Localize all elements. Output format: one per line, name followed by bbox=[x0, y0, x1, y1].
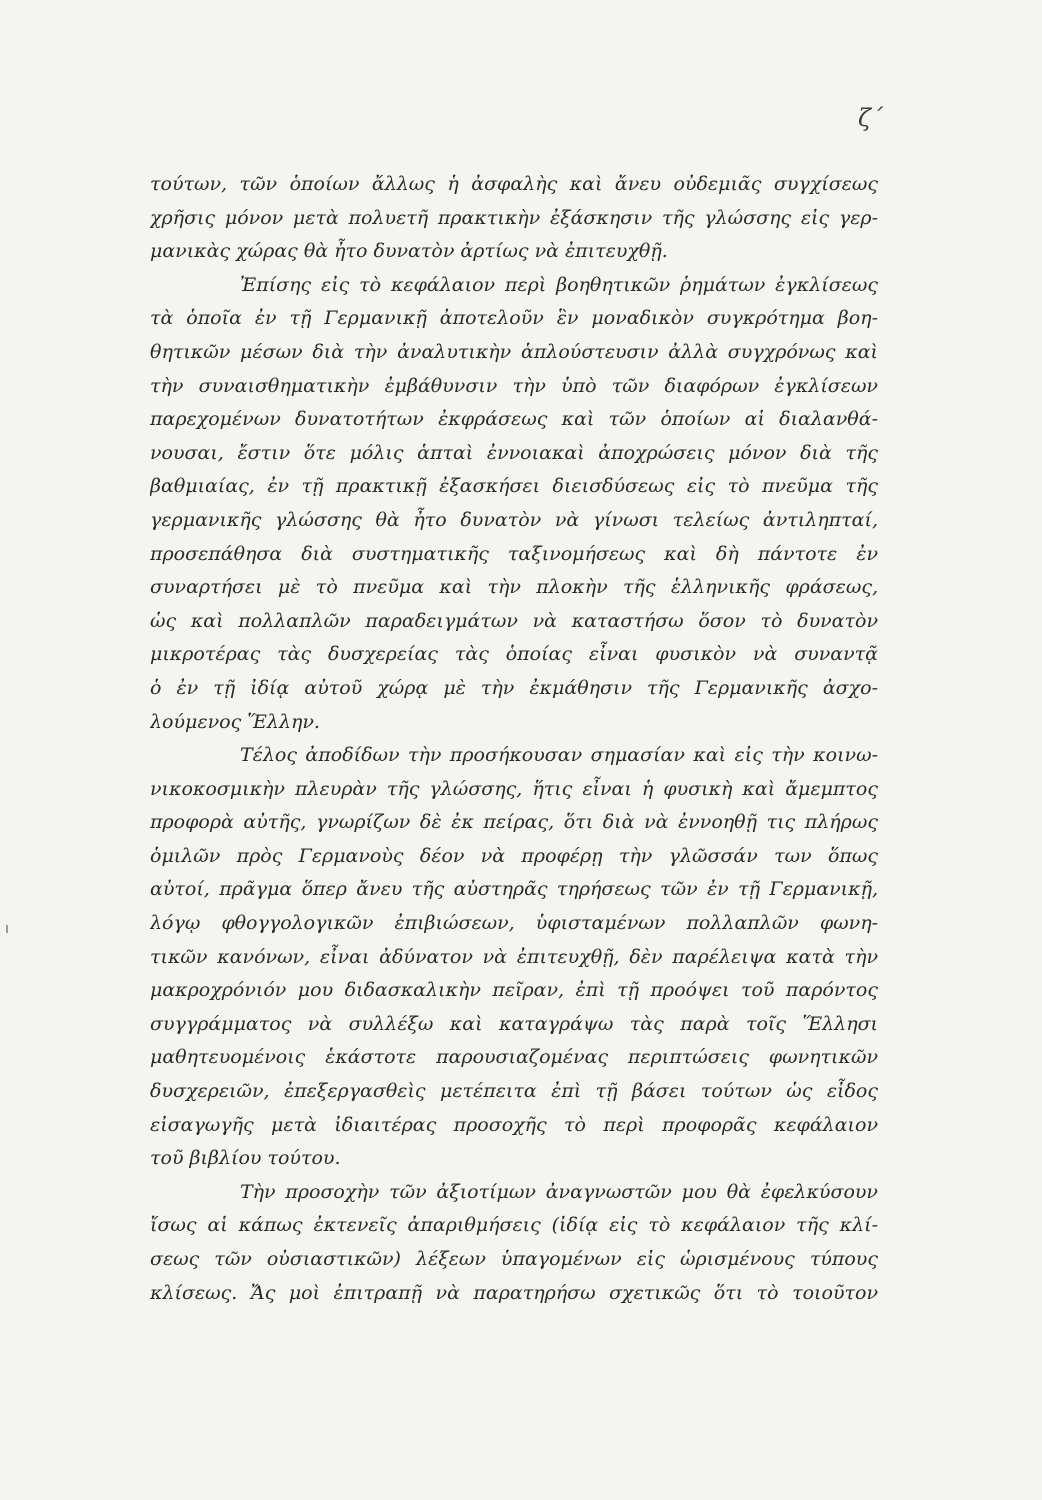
text-line: ὁ ἐν τῇ ἰδίᾳ αὐτοῦ χώρᾳ μὲ τὴν ἐκμάθησιν τῆς Γερμανικῆς ἀσχο- bbox=[150, 676, 878, 699]
margin-mark bbox=[6, 925, 8, 933]
text-line: νουσαι, ἔστιν ὅτε μόλις ἁπταὶ ἐννοιακαὶ ἀποχρώσεις μόνον διὰ τῆς bbox=[150, 441, 878, 464]
text-line: τούτων, τῶν ὁποίων ἄλλως ἡ ἀσφαλὴς καὶ ἄνευ οὐδεμιᾶς συγχίσεως bbox=[150, 173, 878, 195]
body-text bbox=[150, 168, 878, 1310]
text-line: τὴν συναισθηματικὴν ἐμβάθυνσιν τὴν ὑπὸ τῶν διαφόρων ἐγκλίσεων bbox=[150, 374, 878, 397]
paragraph-start-line: Τὴν προσοχὴν τῶν ἀξιοτίμων ἀναγνωστῶν μου θὰ ἐφελκύσουν bbox=[240, 1180, 878, 1203]
text-line: συγγράμματος νὰ συλλέξω καὶ καταγράψω τὰς παρὰ τοῖς Ἕλλησι bbox=[150, 1012, 878, 1035]
text-line: συναρτήσει μὲ τὸ πνεῦμα καὶ τὴν πλοκὴν τῆς ἑλληνικῆς φράσεως, bbox=[150, 576, 878, 599]
text-line: χρῆσις μόνον μετὰ πολυετῆ πρακτικὴν ἐξάσκησιν τῆς γλώσσης εἰς γερ- bbox=[150, 206, 878, 229]
text-line: αὐτοί, πρᾶγμα ὅπερ ἄνευ τῆς αὐστηρᾶς τηρήσεως τῶν ἐν τῇ Γερμανικῇ, bbox=[150, 878, 878, 901]
text-line: μαθητευομένοις ἑκάστοτε παρουσιαζομένας περιπτώσεις φωνητικῶν bbox=[150, 1046, 878, 1069]
text-line: τικῶν κανόνων, εἶναι ἀδύνατον νὰ ἐπιτευχθῇ, δὲν παρέλειψα κατὰ τὴν bbox=[150, 945, 878, 968]
text-line: βαθμιαίας, ἐν τῇ πρακτικῇ ἐξασκήσει διεισδύσεως εἰς τὸ πνεῦμα τῆς bbox=[150, 475, 878, 498]
text-line: ἴσως αἱ κάπως ἐκτενεῖς ἀπαριθμήσεις (ἰδίᾳ εἰς τὸ κεφάλαιον τῆς κλί- bbox=[150, 1214, 878, 1237]
page-number: ζ΄ bbox=[858, 104, 884, 132]
text-line: παρεχομένων δυνατοτήτων ἐκφράσεως καὶ τῶν ὁποίων αἱ διαλανθά- bbox=[150, 408, 878, 431]
text-line: εἰσαγωγῆς μετὰ ἰδιαιτέρας προσοχῆς τὸ περὶ προφορᾶς κεφάλαιον bbox=[150, 1113, 878, 1136]
text-line: λόγῳ φθογγολογικῶν ἐπιβιώσεων, ὑφισταμένων πολλαπλῶν φωνη- bbox=[150, 912, 878, 935]
text-line: προφορὰ αὐτῆς, γνωρίζων δὲ ἐκ πείρας, ὅτι διὰ νὰ ἐννοηθῇ τις πλήρως bbox=[150, 811, 878, 834]
paragraph-start-line: Ἐπίσης εἰς τὸ κεφάλαιον περὶ βοηθητικῶν ῥημάτων ἐγκλίσεως bbox=[240, 273, 878, 296]
paragraph-start-line: Τέλος ἀποδίδων τὴν προσήκουσαν σημασίαν καὶ εἰς τὴν κοινω- bbox=[240, 744, 878, 767]
text-line: θητικῶν μέσων διὰ τὴν ἀναλυτικὴν ἁπλούστευσιν ἀλλὰ συγχρόνως καὶ bbox=[150, 340, 878, 363]
text-line: κλίσεως. Ἄς μοὶ ἐπιτραπῇ νὰ παρατηρήσω σχετικῶς ὅτι τὸ τοιοῦτον bbox=[150, 1281, 878, 1304]
text-line: τοῦ βιβλίου τούτου. bbox=[150, 1147, 341, 1170]
text-line: γερμανικῆς γλώσσης θὰ ἦτο δυνατὸν νὰ γίνωσι τελείως ἀντιληπταί, bbox=[150, 508, 878, 531]
text-line: ὡς καὶ πολλαπλῶν παραδειγμάτων νὰ καταστήσω ὅσον τὸ δυνατὸν bbox=[150, 609, 878, 632]
text-line: προσεπάθησα διὰ συστηματικῆς ταξινομήσεως καὶ δὴ πάντοτε ἐν bbox=[150, 542, 878, 565]
text-line: τὰ ὁποῖα ἐν τῇ Γερμανικῇ ἀποτελοῦν ἓν μοναδικὸν συγκρότημα βοη- bbox=[150, 307, 878, 330]
text-line: μακροχρόνιόν μου διδασκαλικὴν πεῖραν, ἐπὶ τῇ προόψει τοῦ παρόντος bbox=[150, 979, 878, 1002]
text-line: δυσχερειῶν, ἐπεξεργασθεὶς μετέπειτα ἐπὶ τῇ βάσει τούτων ὡς εἶδος bbox=[150, 1080, 878, 1103]
text-line: λούμενος Ἕλλην. bbox=[150, 710, 320, 733]
text-line: νικοκοσμικὴν πλευρὰν τῆς γλώσσης, ἥτις εἶναι ἡ φυσικὴ καὶ ἄμεμπτος bbox=[150, 777, 878, 800]
text-line: ὁμιλῶν πρὸς Γερμανοὺς δέον νὰ προφέρῃ τὴν γλῶσσάν των ὅπως bbox=[150, 844, 878, 867]
text-line: σεως τῶν οὐσιαστικῶν) λέξεων ὑπαγομένων εἰς ὡρισμένους τύπους bbox=[150, 1248, 878, 1270]
text-line: μικροτέρας τὰς δυσχερείας τὰς ὁποίας εἶναι φυσικὸν νὰ συναντᾷ bbox=[150, 643, 878, 666]
text-line: μανικὰς χώρας θὰ ἦτο δυνατὸν ἀρτίως νὰ ἐπιτευχθῇ. bbox=[150, 240, 668, 263]
